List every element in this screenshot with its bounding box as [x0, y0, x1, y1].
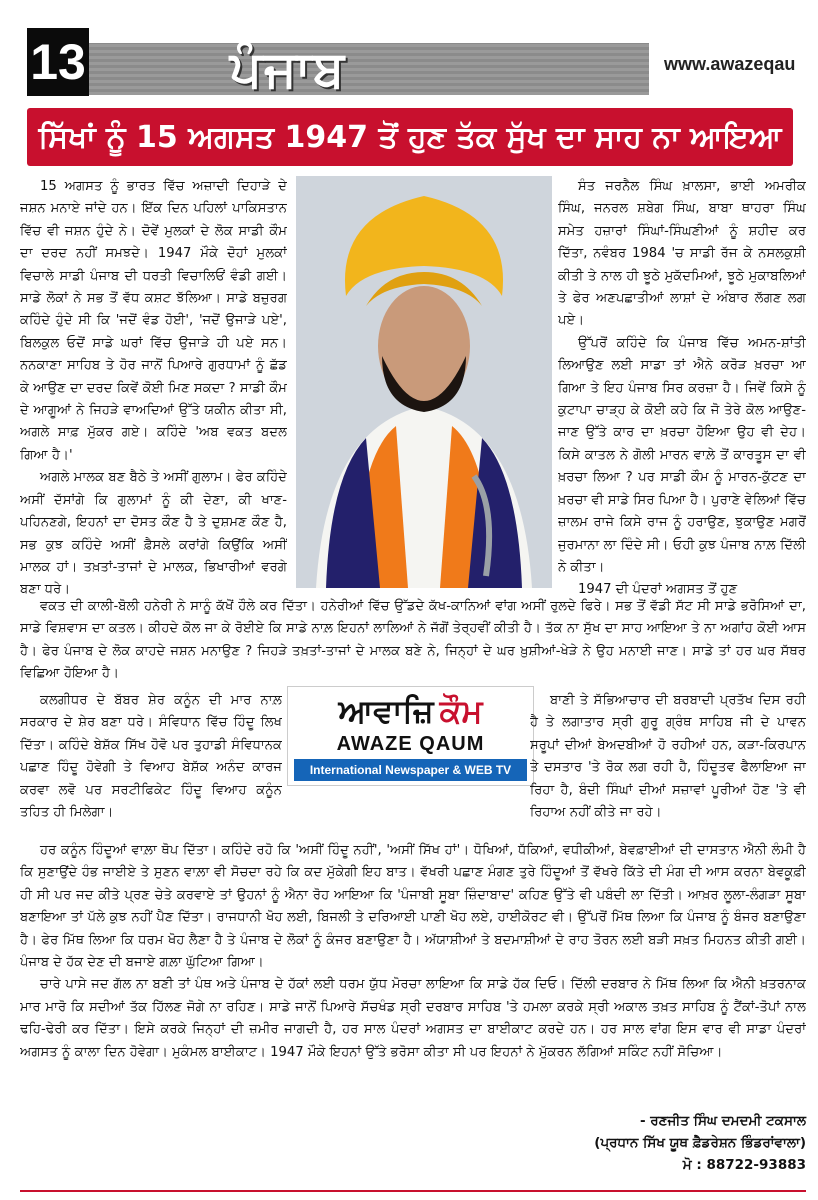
- paragraph: ਵਕਤ ਦੀ ਕਾਲੀ-ਬੋਲੀ ਹਨੇਰੀ ਨੇ ਸਾਨੂੰ ਕੱਖੋਂ ਹੌਲੇ ਕਰ ਦਿੱਤਾ। ਹਨੇਰੀਆਂ ਵਿੱਚ ਉੱਡਦੇ ਕੱਖ-ਕਾਨਿਆਂ ਵਾਂਗ ਅਸੀਂ ਰੁਲਦੇ ਫਿਰੇ। ਸਭ ਤੋਂ ਵੱਡੀ ਸੱਟ ਸੀ ਸਾਡੇ ਭਰੋਸਿਆਂ ਦਾ, ਸਾਡੇ ਵਿਸ਼ਵਾਸ ਦਾ ਕਤਲ। ਕੀਹਦੇ ਕੋਲ ਜਾ ਕੇ ਰੋਈਏ ਕਿ ਸਾਡੇ ਨਾਲ਼ ਇਹਨਾਂ ਲਾਲਿਆਂ ਨੇ ਜੱਗੋਂ ਤੇਰ੍ਹਵੀਂ ਕੀਤੀ ਹੈ। ਤੱਕ ਨਾ ਸੁੱਖ ਦਾ ਸਾਹ ਆਇਆ ਤੇ ਨਾ ਅਗਾਂਹ ਕੋਈ ਆਸ ਹੈ। ਫੇਰ ਪੰਜਾਬ ਦੇ ਲੋਕ ਕਾਹਦੇ ਜਸ਼ਨ ਮਨਾਉਣ ? ਜਿਹੜੇ ਤਖ਼ਤਾਂ-ਤਾਜਾਂ ਦੇ ਮਾਲਕ ਬਣੇ ਨੇ, ਜਿਨ੍ਹਾਂ ਦੇ ਘਰ ਖ਼ੁਸ਼ੀਆਂ-ਖੇੜੇ ਨੇ ਉਹ ਮਨਾਈ ਜਾਣ। ਸਾਡੇ ਤਾਂ ਹਰ ਘਰ ਸੱਥਰ ਵਿਛਿਆ ਹੋਇਆ ਹੈ।: [20, 599, 806, 682]
- author-signature: [594, 1110, 806, 1176]
- author-name: - ਰਣਜੀਤ ਸਿੰਘ ਦਮਦਮੀ ਟਕਸਾਲ: [639, 1113, 806, 1129]
- logo-word-2: ਕੌਮ: [439, 691, 483, 730]
- author-title: (ਪ੍ਰਧਾਨ ਸਿੱਖ ਯੂਥ ਫ਼ੈਡਰੇਸ਼ਨ ਭਿੰਡਰਾਂਵਾਲਾ): [594, 1135, 806, 1151]
- paragraph: ਕਲਗੀਧਰ ਦੇ ਬੱਬਰ ਸ਼ੇਰ ਕਨੂੰਨ ਦੀ ਮਾਰ ਨਾਲ਼ ਸਰਕਾਰ ਦੇ ਸ਼ੇਰ ਬਣਾ ਧਰੇ। ਸੰਵਿਧਾਨ ਵਿੱਚ ਹਿੰਦੂ ਲਿਖ ਦਿੱਤਾ। ਕਹਿੰਦੇ ਬੇਸ਼ੱਕ ਸਿੱਖ ਹੋਵੋ ਪਰ ਤੁਹਾਡੀ ਸੰਵਿਧਾਨਕ ਪਛਾਣ ਹਿੰਦੂ ਹੋਵੇਗੀ ਤੇ ਵਿਆਹ ਬੇਸ਼ੱਕ ਅਨੰਦ ਕਾਰਜ ਕਰਵਾ ਲਵੋ ਪਰ ਸਰਟੀਫਿਕੇਟ ਹਿੰਦੂ ਵਿਆਹ ਕਨੂੰਨ ਤਹਿਤ ਹੀ ਮਿਲੇਗਾ।: [20, 693, 282, 821]
- headline: ਸਿੱਖਾਂ ਨੂੰ 15 ਅਗਸਤ 1947 ਤੋਂ ਹੁਣ ਤੱਕ ਸੁੱਖ ਦਾ ਸਾਹ ਨਾ ਆਇਆ: [27, 108, 793, 166]
- paragraph: ਸੰਤ ਜਰਨੈਲ ਸਿੰਘ ਖ਼ਾਲਸਾ, ਭਾਈ ਅਮਰੀਕ ਸਿੰਘ, ਜਨਰਲ ਸ਼ਬੇਗ ਸਿੰਘ, ਬਾਬਾ ਥਾਹਰਾ ਸਿੰਘ ਸਮੇਤ ਹਜ਼ਾਰਾਂ ਸਿੰਘਾਂ-ਸਿੰਘਣੀਆਂ ਨੂੰ ਸ਼ਹੀਦ ਕਰ ਦਿੱਤਾ, ਨਵੰਬਰ 1984 'ਚ ਸਾਡੀ ਰੱਜ ਕੇ ਨਸਲਕੁਸ਼ੀ ਕੀਤੀ ਤੇ ਨਾਲ ਹੀ ਝੂਠੇ ਮੁਕੱਦਮਿਆਂ, ਝੂਠੇ ਮੁਕਾਬਲਿਆਂ ਤੇ ਫੇਰ ਅਣਪਛਾਤੀਆਂ ਲਾਸ਼ਾਂ ਦੇ ਅੰਬਾਰ ਲੱਗਣ ਲਗ ਪਏ।: [558, 179, 806, 329]
- paragraph: 1947 ਦੀ ਪੰਦਰਾਂ ਅਗਸਤ ਤੋਂ ਹੁਣ: [578, 582, 738, 598]
- paragraph: ਚਾਰੇ ਪਾਸੇ ਜਦ ਗੱਲ ਨਾ ਬਣੀ ਤਾਂ ਪੰਥ ਅਤੇ ਪੰਜਾਬ ਦੇ ਹੱਕਾਂ ਲਈ ਧਰਮ ਯੁੱਧ ਮੋਰਚਾ ਲਾਇਆ ਕਿ ਸਾਡੇ ਹੱਕ ਦਿਓ। ਦਿੱਲੀ ਦਰਬਾਰ ਨੇ ਮਿੱਥ ਲਿਆ ਕਿ ਐਨੀ ਖ਼ਤਰਨਾਕ ਮਾਰ ਮਾਰੋ ਕਿ ਸਦੀਆਂ ਤੱਕ ਹਿੱਲਣ ਜੋਗੇ ਨਾ ਰਹਿਣ। ਸਾਡੇ ਜਾਨੋਂ ਪਿਆਰੇ ਸੱਚਖੰਡ ਸ੍ਰੀ ਦਰਬਾਰ ਸਾਹਿਬ 'ਤੇ ਹਮਲਾ ਕਰਕੇ ਸ੍ਰੀ ਅਕਾਲ ਤਖ਼ਤ ਸਾਹਿਬ ਨੂੰ ਟੈਂਕਾਂ-ਤੋਪਾਂ ਨਾਲ ਢਹਿ-ਢੇਰੀ ਕਰ ਦਿੱਤਾ। ਇਸੇ ਕਰਕੇ ਜਿਨ੍ਹਾਂ ਦੀ ਜ਼ਮੀਰ ਜਾਗਦੀ ਹੈ, ਹਰ ਸਾਲ ਪੰਦਰਾਂ ਅਗਸਤ ਦਾ ਬਾਈਕਾਟ ਕਰਦੇ ਹਨ। ਹਰ ਸਾਲ ਵਾਂਗ ਇਸ ਵਾਰ ਵੀ ਸਾਡਾ ਪੰਦਰਾਂ ਅਗਸਤ ਨੂੰ ਕਾਲਾ ਦਿਨ ਹੋਵੇਗਾ। ਮੁਕੰਮਲ ਬਾਈਕਾਟ। 1947 ਮੌਕੇ ਇਹਨਾਂ ਉੱਤੇ ਭਰੋਸਾ ਕੀਤਾ ਸੀ ਪਰ ਇਹਨਾਂ ਨੇ ਮੁੱਕਰਨ ਲੱਗਿਆਂ ਸਕਿੰਟ ਨਹੀਂ ਸੋਚਿਆ।: [20, 977, 806, 1060]
- portrait-photo: [296, 176, 552, 588]
- logo-latin: AWAZE QAUM: [336, 732, 485, 755]
- section-label: ਪੰਜਾਬ: [229, 39, 347, 98]
- article-row-middle: [20, 596, 806, 686]
- newspaper-logo: [287, 686, 534, 786]
- paragraph: ਹਰ ਕਨੂੰਨ ਹਿੰਦੂਆਂ ਵਾਲ਼ਾ ਥੋਪ ਦਿੱਤਾ। ਕਹਿੰਦੇ ਰਹੋ ਕਿ 'ਅਸੀਂ ਹਿੰਦੂ ਨਹੀਂ', 'ਅਸੀਂ ਸਿੱਖ ਹਾਂ'। ਧੋਖਿਆਂ, ਧੱਕਿਆਂ, ਵਧੀਕੀਆਂ, ਬੇਵਫ਼ਾਈਆਂ ਦੀ ਦਾਸਤਾਨ ਐਨੀ ਲੰਮੀ ਹੈ ਕਿ ਸੁਣਾਉਂਦੇ ਹੰਭ ਜਾਈਏ ਤੇ ਸੁਣਨ ਵਾਲ਼ਾ ਵੀ ਸੋਚਦਾ ਰਹੇ ਕਿ ਕਦ ਮੁੱਕੇਗੀ ਇਹ ਬਾਤ। ਵੱਖਰੀ ਪਛਾਣ ਮੰਗਣ ਤੁਰੇ ਹਿੰਦੂਆਂ ਤੋਂ ਵੱਖਰੇ ਕਿੱਤੇ ਦੀ ਮੰਗ ਦੀ ਆਸ ਕਰਨਾ ਬੇਵਕੂਫ਼ੀ ਹੀ ਸੀ ਪਰ ਜਦ ਕੀਤੇ ਪ੍ਰਣ ਚੇਤੇ ਕਰਵਾਏ ਤਾਂ ਉਹਨਾਂ ਨੂੰ ਐਨਾ ਰੋਹ ਆਇਆ ਕਿ 'ਪੰਜਾਬੀ ਸੂਬਾ ਜ਼ਿੰਦਾਬਾਦ' ਕਹਿਣ ਉੱਤੇ ਵੀ ਪਬੰਦੀ ਲਾ ਦਿੱਤੀ। ਆਖ਼ਰ ਲੂਲਾ-ਲੰਗੜਾ ਸੂਬਾ ਬਣਾਇਆ ਤਾਂ ਪੱਲੇ ਕੁਝ ਨਹੀਂ ਪੈਣ ਦਿੱਤਾ। ਰਾਜਧਾਨੀ ਖੋਹ ਲਈ, ਬਿਜਲੀ ਤੇ ਦਰਿਆਈ ਪਾਣੀ ਖੋਹ ਲਏ, ਹਾਈਕੋਰਟ ਵੀ। ਉੱਪਰੋਂ ਮਿੱਥ ਲਿਆ ਕਿ ਪੰਜਾਬ ਨੂੰ ਬੰਜਰ ਬਣਾਉਣਾ ਹੈ। ਫੇਰ ਮਿੱਥ ਲਿਆ ਕਿ ਧਰਮ ਖੋਹ ਲੈਣਾ ਹੈ ਤੇ ਪੰਜਾਬ ਦੇ ਲੋਕਾਂ ਨੂੰ ਕੰਜਰ ਬਣਾਉਣਾ ਹੈ। ਅੱਯਾਸ਼ੀਆਂ ਤੇ ਬਦਮਾਸ਼ੀਆਂ ਦੇ ਰਾਹ ਤੋਰਨ ਲਈ ਬੜੀ ਸਖ਼ਤ ਮਿਹਨਤ ਕੀਤੀ ਗਈ। ਪੰਜਾਬ ਦੇ ਹੱਕ ਦੇਣ ਦੀ ਬਜਾਏ ਗਲ਼ਾ ਘੁੱਟਿਆ ਗਿਆ।: [20, 843, 806, 971]
- page-number: 13: [27, 28, 89, 96]
- article-column-left-bottom: [20, 690, 282, 840]
- site-url[interactable]: www.awazeqau: [664, 54, 796, 74]
- page-header: [0, 0, 818, 108]
- logo-tagline: International Newspaper & WEB TV: [294, 759, 527, 781]
- article-column-right-top: [558, 176, 806, 612]
- paragraph: ਉੱਪਰੋਂ ਕਹਿੰਦੇ ਕਿ ਪੰਜਾਬ ਵਿੱਚ ਅਮਨ-ਸ਼ਾਂਤੀ ਲਿਆਉਣ ਲਈ ਸਾਡਾ ਤਾਂ ਐਨੇ ਕਰੋੜ ਖ਼ਰਚਾ ਆ ਗਿਆ ਤੇ ਇਹ ਪੰਜਾਬ ਸਿਰ ਕਰਜ਼ਾ ਹੈ। ਜਿਵੇਂ ਕਿਸੇ ਨੂੰ ਕੁਟਾਪਾ ਚਾੜ੍ਹ ਕੇ ਕੋਈ ਕਹੇ ਕਿ ਜੋ ਤੇਰੇ ਕੋਲ ਆਉਣ-ਜਾਣ ਉੱਤੇ ਕਾਰ ਦਾ ਖ਼ਰਚਾ ਹੋਇਆ ਉਹ ਵੀ ਦੇਹ। ਕਿਸੇ ਕਾਤਲ ਨੇ ਗੋਲੀ ਮਾਰਨ ਵਾਲ਼ੇ ਤੋਂ ਕਾਰਤੂਸ ਦਾ ਵੀ ਖ਼ਰਚਾ ਲਿਆ ? ਪਰ ਸਾਡੀ ਕੌਮ ਨੂੰ ਮਾਰਨ-ਕੁੱਟਣ ਦਾ ਖ਼ਰਚਾ ਵੀ ਸਾਡੇ ਸਿਰ ਪਿਆ ਹੈ। ਪੁਰਾਣੇ ਵੇਲਿਆਂ ਵਿੱਚ ਜ਼ਾਲਮ ਰਾਜੇ ਕਿਸੇ ਰਾਜ ਨੂੰ ਹਰਾਉਣ, ਝੁਕਾਉਣ ਮਗਰੋਂ ਜੁਰਮਾਨਾ ਲਾ ਦਿੰਦੇ ਸੀ। ਓਹੀ ਕੁਝ ਪੰਜਾਬ ਨਾਲ਼ ਦਿੱਲੀ ਨੇ ਕੀਤਾ।: [558, 335, 806, 575]
- author-phone: ਮੋ : 88722-93883: [682, 1157, 806, 1173]
- paragraph: ਅਗਲੇ ਮਾਲਕ ਬਣ ਬੈਠੇ ਤੇ ਅਸੀਂ ਗੁਲਾਮ। ਫੇਰ ਕਹਿੰਦੇ ਅਸੀਂ ਦੱਸਾਂਗੇ ਕਿ ਗੁਲਾਮਾਂ ਨੂੰ ਕੀ ਦੇਣਾ, ਕੀ ਖਾਣ-ਪਹਿਨਣਗੇ, ਇਹਨਾਂ ਦਾ ਦੋਸਤ ਕੌਣ ਹੈ ਤੇ ਦੁਸ਼ਮਣ ਕੌਣ ਹੈ, ਸਭ ਕੁਝ ਕਹਿੰਦੇ ਅਸੀਂ ਫ਼ੈਸਲੇ ਕਰਾਂਗੇ ਕਿਉਂਕਿ ਅਸੀਂ ਮਾਲਕ ਹਾਂ। ਤਖ਼ਤਾਂ-ਤਾਜਾਂ ਦੇ ਮਾਲਕ, ਭਿਖਾਰੀਆਂ ਵਰਗੇ ਬਣਾ ਧਰੇ।: [20, 470, 287, 598]
- portrait-illustration: [296, 176, 552, 588]
- paragraph: 15 ਅਗਸਤ ਨੂੰ ਭਾਰਤ ਵਿੱਚ ਅਜ਼ਾਦੀ ਦਿਹਾੜੇ ਦੇ ਜਸ਼ਨ ਮਨਾਏ ਜਾਂਦੇ ਹਨ। ਇੱਕ ਦਿਨ ਪਹਿਲਾਂ ਪਾਕਿਸਤਾਨ ਵਿੱਚ ਵੀ ਜਸ਼ਨ ਹੁੰਦੇ ਨੇ। ਦੋਵੇਂ ਮੁਲਕਾਂ ਦੇ ਲੋਕ ਸਾਡੀ ਕੌਮ ਦਾ ਦਰਦ ਨਹੀਂ ਸਮਝਦੇ। 1947 ਮੌਕੇ ਦੋਹਾਂ ਮੁਲਕਾਂ ਵਿਚਾਲੇ ਸਾਡੀ ਪੰਜਾਬ ਦੀ ਧਰਤੀ ਵਿਚਾਲਿਓਂ ਵੰਡੀ ਗਈ। ਸਾਡੇ ਲੋਕਾਂ ਨੇ ਸਭ ਤੋਂ ਵੱਧ ਕਸ਼ਟ ਝੱਲਿਆ। ਸਾਡੇ ਬਜ਼ੁਰਗ ਕਹਿੰਦੇ ਹੁੰਦੇ ਸੀ ਕਿ 'ਜਦੋਂ ਵੰਡ ਹੋਈ', 'ਜਦੋਂ ਉਜਾੜੇ ਪਏ', ਬਿਲਕੁਲ ਓਦੋਂ ਸਾਡੇ ਘਰਾਂ ਵਿੱਚ ਉਜਾੜੇ ਹੀ ਪਏ ਸਨ। ਨਨਕਾਣਾ ਸਾਹਿਬ ਤੇ ਹੋਰ ਜਾਨੋਂ ਪਿਆਰੇ ਗੁਰਧਾਮਾਂ ਨੂੰ ਛੱਡ ਕੇ ਆਉਣ ਦਾ ਦਰਦ ਕਿਵੇਂ ਕੋਈ ਮਿਣ ਸਕਦਾ ? ਸਾਡੀ ਕੌਮ ਦੇ ਆਗੂਆਂ ਨੇ ਜਿਹੜੇ ਵਾਅਦਿਆਂ ਉੱਤੇ ਯਕੀਨ ਕੀਤਾ ਸੀ, ਅਗਲੇ ਸਾਫ਼ ਮੁੱਕਰ ਗਏ। ਕਹਿੰਦੇ 'ਅਬ ਵਕਤ ਬਦਲ ਗਿਆ ਹੈ।': [20, 179, 287, 463]
- paragraph: ਬਾਣੀ ਤੇ ਸੱਭਿਆਚਾਰ ਦੀ ਬਰਬਾਦੀ ਪ੍ਰਤੱਖ ਦਿਸ ਰਹੀ ਹੈ ਤੇ ਲਗਾਤਾਰ ਸ੍ਰੀ ਗੁਰੂ ਗ੍ਰੰਥ ਸਾਹਿਬ ਜੀ ਦੇ ਪਾਵਨ ਸਰੂਪਾਂ ਦੀਆਂ ਬੇਅਦਬੀਆਂ ਹੋ ਰਹੀਆਂ ਹਨ, ਕੜਾ-ਕਿਰਪਾਨ ਤੇ ਦਸਤਾਰ 'ਤੇ ਰੋਕ ਲਗ ਰਹੀ ਹੈ, ਹਿੰਦੂਤਵ ਫੈਲਾਇਆ ਜਾ ਰਿਹਾ ਹੈ, ਬੰਦੀ ਸਿੰਘਾਂ ਦੀਆਂ ਸਜ਼ਾਵਾਂ ਪੂਰੀਆਂ ਹੋਣ 'ਤੇ ਵੀ ਰਿਹਾਅ ਨਹੀਂ ਕੀਤੇ ਜਾ ਰਹੇ।: [530, 693, 806, 821]
- article-column-right-bottom: [530, 690, 806, 840]
- logo-word-1: ਆਵਾਜ਼ਿ: [338, 691, 434, 730]
- footer-divider: [20, 1190, 806, 1192]
- logo-punjabi: [288, 691, 533, 731]
